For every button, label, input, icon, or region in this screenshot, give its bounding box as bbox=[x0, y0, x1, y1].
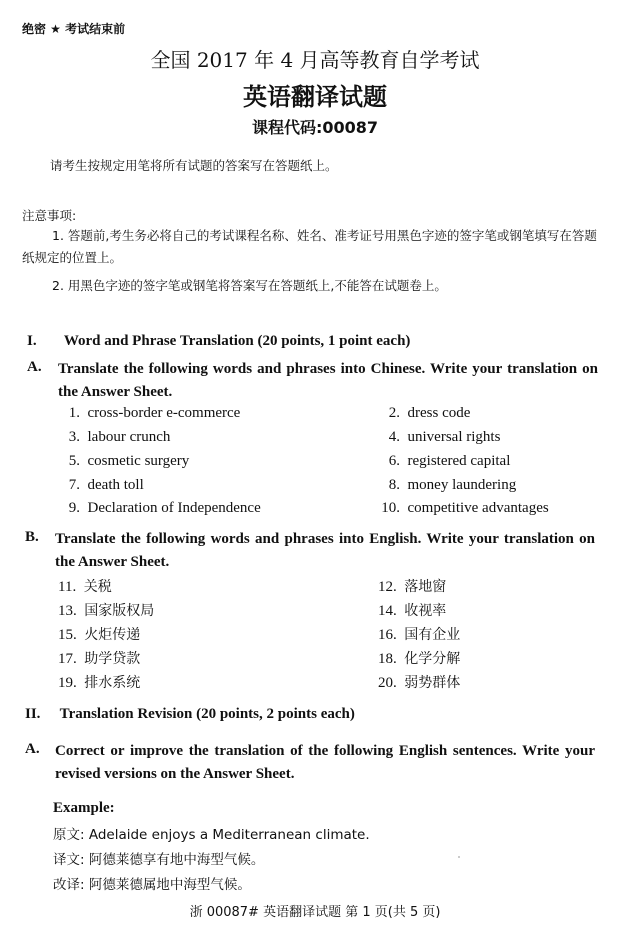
confidential-label: 绝密 ★ 考试结束前 bbox=[22, 22, 126, 36]
list-item: 2. dress code bbox=[388, 405, 471, 421]
list-item: 7. death toll bbox=[68, 477, 144, 493]
list-item: 3. labour crunch bbox=[68, 429, 171, 445]
section-2-number: II. bbox=[25, 706, 41, 722]
section-1-title: Word and Phrase Translation (20 points, 1 point each) bbox=[63, 333, 411, 349]
part-b-letter: B. bbox=[25, 529, 39, 545]
list-item: 9. Declaration of Independence bbox=[68, 500, 261, 516]
paper-title: 英语翻译试题 bbox=[243, 83, 387, 111]
page-footer: 浙 00087# 英语翻译试题 第 1 页(共 5 页) bbox=[189, 905, 441, 920]
list-item: 15. 火炬传递 bbox=[58, 627, 141, 643]
list-item: 13. 国家版权局 bbox=[58, 603, 155, 619]
list-item: 4. universal rights bbox=[388, 429, 501, 445]
course-code: 课程代码:00087 bbox=[251, 118, 379, 137]
list-item: 11. 关税 bbox=[58, 579, 112, 595]
note-item-1: 1. 答题前,考生务必将自己的考试课程名称、姓名、准考证号用黑色字迹的签字笔或钢笔填写在答题纸规定的位置上。 bbox=[22, 228, 597, 265]
section-1-heading bbox=[27, 333, 410, 350]
list-item: 8. money laundering bbox=[388, 477, 517, 493]
scan-speck bbox=[458, 856, 460, 858]
list-item: 5. cosmetic surgery bbox=[68, 453, 190, 469]
part-2a-instruction: Correct or improve the translation of the following English sentences. Write your revised versions on the Answer Sheet. bbox=[55, 743, 595, 782]
note-item-2: 2. 用黑色字迹的签字笔或钢笔将答案写在答题纸上,不能答在试题卷上。 bbox=[52, 278, 447, 293]
part-a-letter: A. bbox=[27, 359, 42, 375]
example-label: Example: bbox=[53, 800, 115, 816]
list-item: 20. 弱势群体 bbox=[378, 675, 461, 691]
exam-title: 全国 2017 年 4 月高等教育自学考试 bbox=[150, 48, 480, 72]
list-item: 12. 落地窗 bbox=[378, 579, 447, 595]
part-2a-letter: A. bbox=[25, 741, 40, 757]
list-item: 14. 收视率 bbox=[378, 603, 447, 619]
section-2-heading bbox=[25, 706, 355, 723]
part-b-instruction: Translate the following words and phrases into English. Write your translation on the Answer Sheet. bbox=[55, 531, 595, 570]
list-item: 6. registered capital bbox=[388, 453, 511, 469]
list-item: 17. 助学贷款 bbox=[58, 651, 141, 667]
answer-instruction: 请考生按规定用笔将所有试题的答案写在答题纸上。 bbox=[50, 158, 338, 173]
list-item: 19. 排水系统 bbox=[58, 675, 141, 691]
notes-title: 注意事项: bbox=[22, 208, 77, 223]
example-translation: 译文: 阿德莱德享有地中海型气候。 bbox=[53, 852, 265, 868]
list-item: 18. 化学分解 bbox=[378, 651, 461, 667]
section-1-number: I. bbox=[27, 333, 37, 349]
list-item: 1. cross-border e-commerce bbox=[68, 405, 241, 421]
list-item: 16. 国有企业 bbox=[378, 627, 461, 643]
example-revision: 改译: 阿德莱德属地中海型气候。 bbox=[53, 877, 251, 893]
example-original: 原文: Adelaide enjoys a Mediterranean climate. bbox=[53, 827, 370, 843]
part-a-instruction: Translate the following words and phrases into Chinese. Write your translation on the Answer Sheet. bbox=[58, 361, 598, 400]
section-2-title: Translation Revision (20 points, 2 points each) bbox=[59, 706, 355, 722]
list-item: 10. competitive advantages bbox=[381, 500, 549, 516]
